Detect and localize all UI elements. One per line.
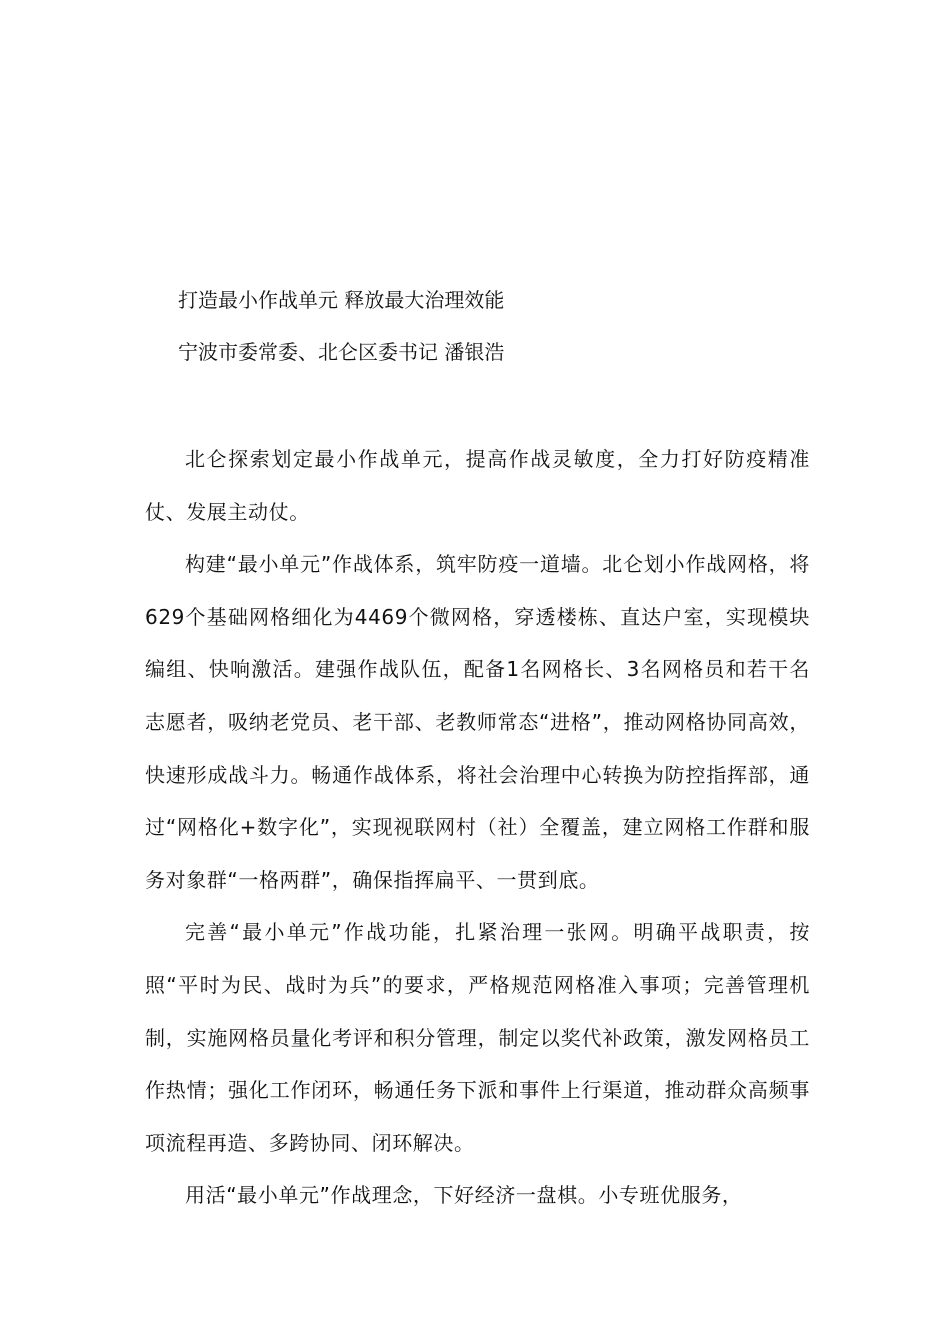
document-byline: 宁波市委常委、北仑区委书记 潘银浩 — [178, 340, 505, 364]
paragraph-function: 完善“最小单元”作战功能，扎紧治理一张网。明确平战职责，按照“平时为民、战时为兵”的要求，严格规范网格准入事项；完善管理机制，实施网格员量化考评和积分管理，制定以奖代补政策，激发网格员工作热情；强化工作闭环，畅通任务下派和事件上行渠道，推动群众高频事项流程再造、多跨协同、闭环解决。 — [145, 920, 810, 1155]
paragraph-intro: 北仑探索划定最小作战单元，提高作战灵敏度，全力打好防疫精准仗、发展主动仗。 — [145, 447, 810, 524]
document-body — [145, 433, 810, 1222]
paragraph-concept: 用活“最小单元”作战理念，下好经济一盘棋。小专班优服务， — [185, 1183, 743, 1208]
document-title: 打造最小作战单元 释放最大治理效能 — [178, 288, 505, 312]
paragraph-system: 构建“最小单元”作战体系，筑牢防疫一道墙。北仑划小作战网格，将629个基础网格细化为4469个微网格，穿透楼栋、直达户室，实现模块编组、快响激活。建强作战队伍，配备1名网格长、3名网格员和若干名志愿者，吸纳老党员、老干部、老教师常态“进格”，推动网格协同高效，快速形成战斗力。畅通作战体系，将社会治理中心转换为防控指挥部，通过“网格化+数字化”，实现视联网村（社）全覆盖，建立网格工作群和服务对象群“一格两群”，确保指挥扁平、一贯到底。 — [145, 552, 810, 892]
